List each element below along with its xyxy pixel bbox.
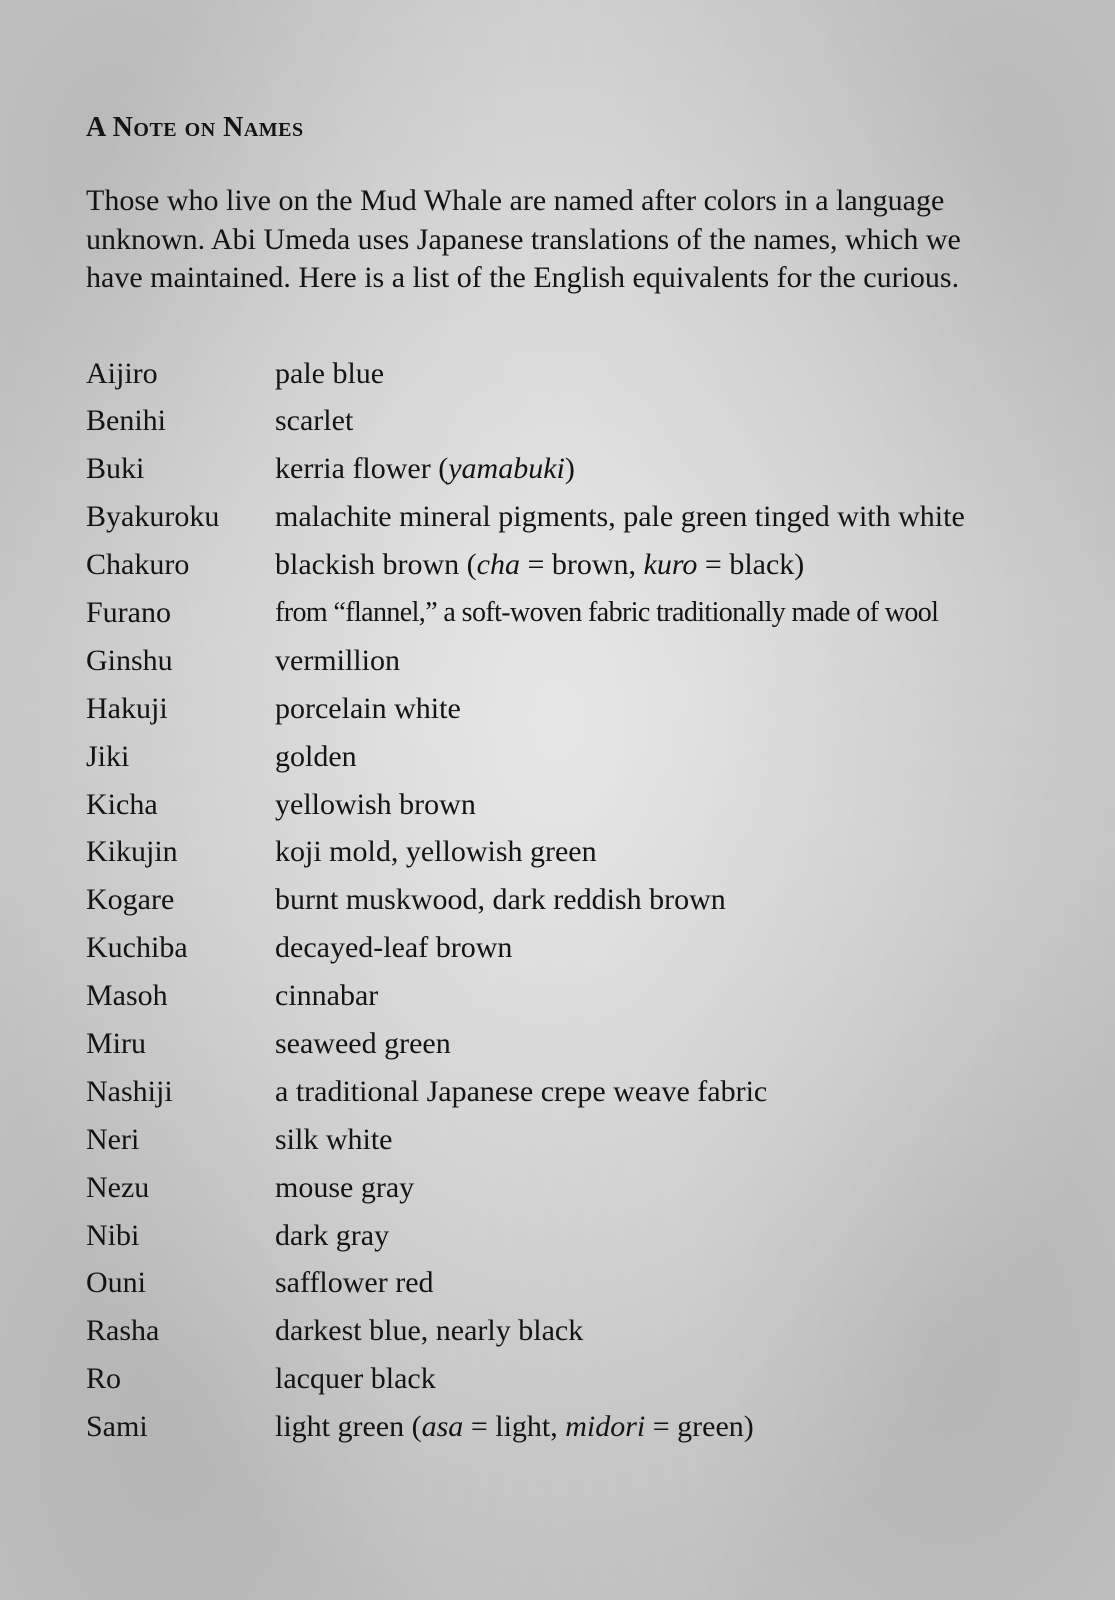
definition-japanese-term: midori xyxy=(565,1410,646,1444)
glossary-row xyxy=(86,733,1026,781)
glossary-definition: pale blue xyxy=(275,356,385,390)
glossary-row xyxy=(86,541,1026,589)
glossary-definition: lacquer black xyxy=(275,1362,436,1396)
glossary-term: Nibi xyxy=(86,1218,140,1252)
name-glossary xyxy=(86,350,1026,1451)
glossary-row xyxy=(86,1307,1026,1355)
glossary-term: Byakuroku xyxy=(86,500,220,534)
glossary-definition: golden xyxy=(275,739,357,773)
glossary-row xyxy=(86,1116,1026,1164)
glossary-definition: decayed-leaf brown xyxy=(275,931,513,965)
glossary-row xyxy=(86,1212,1026,1260)
glossary-row xyxy=(86,924,1026,972)
glossary-term: Ro xyxy=(86,1362,122,1396)
glossary-row xyxy=(86,972,1026,1020)
definition-japanese-term: kuro xyxy=(643,548,698,582)
page-content xyxy=(86,110,1026,1451)
glossary-row xyxy=(86,589,1026,637)
glossary-definition: koji mold, yellowish green xyxy=(275,835,597,869)
definition-text: = brown, xyxy=(519,548,644,582)
glossary-row xyxy=(86,350,1026,398)
glossary-row xyxy=(86,1164,1026,1212)
glossary-term: Ginshu xyxy=(86,643,173,677)
glossary-definition: dark gray xyxy=(275,1218,390,1252)
glossary-row xyxy=(86,1355,1026,1403)
glossary-row xyxy=(86,685,1026,733)
glossary-row xyxy=(86,445,1026,493)
glossary-definition: from “flannel,” a soft-woven fabric traditionally made of wool xyxy=(275,596,939,628)
glossary-definition: yellowish brown xyxy=(275,787,476,821)
glossary-term: Jiki xyxy=(86,739,130,773)
glossary-term: Kikujin xyxy=(86,835,178,869)
definition-text: blackish brown ( xyxy=(275,548,477,582)
definition-japanese-term: cha xyxy=(476,548,520,582)
glossary-term: Kogare xyxy=(86,883,175,917)
glossary-row xyxy=(86,637,1026,685)
glossary-term: Aijiro xyxy=(86,356,158,390)
glossary-row xyxy=(86,397,1026,445)
glossary-definition: scarlet xyxy=(275,404,354,438)
glossary-definition xyxy=(275,1403,1026,1451)
glossary-definition: vermillion xyxy=(275,643,400,677)
glossary-definition: a traditional Japanese crepe weave fabric xyxy=(275,1074,768,1108)
glossary-definition: safflower red xyxy=(275,1266,434,1300)
glossary-term: Sami xyxy=(86,1410,148,1444)
glossary-term: Neri xyxy=(86,1122,140,1156)
glossary-definition: burnt muskwood, dark reddish brown xyxy=(275,883,726,917)
definition-text: = green) xyxy=(645,1410,754,1444)
glossary-term: Kuchiba xyxy=(86,931,188,965)
definition-japanese-term: asa xyxy=(421,1410,464,1444)
glossary-row xyxy=(86,1259,1026,1307)
glossary-term: Benihi xyxy=(86,404,166,438)
glossary-term: Hakuji xyxy=(86,691,168,725)
glossary-row xyxy=(86,493,1026,541)
glossary-definition: cinnabar xyxy=(275,979,379,1013)
glossary-definition: silk white xyxy=(275,1122,393,1156)
definition-text: = black) xyxy=(697,548,805,582)
glossary-row xyxy=(86,828,1026,876)
glossary-term: Furano xyxy=(86,595,171,629)
glossary-definition: mouse gray xyxy=(275,1170,415,1204)
definition-text: = light, xyxy=(463,1410,566,1444)
glossary-definition xyxy=(275,541,1026,589)
glossary-term: Rasha xyxy=(86,1314,160,1348)
definition-text: kerria flower ( xyxy=(275,452,449,486)
glossary-term: Chakuro xyxy=(86,548,190,582)
glossary-term: Kicha xyxy=(86,787,158,821)
glossary-definition: porcelain white xyxy=(275,691,461,725)
page-heading: A Note on Names xyxy=(86,112,304,143)
glossary-definition: malachite mineral pigments, pale green tinged with white xyxy=(275,500,965,534)
glossary-term: Masoh xyxy=(86,979,168,1013)
glossary-term: Ouni xyxy=(86,1266,146,1300)
glossary-definition: darkest blue, nearly black xyxy=(275,1314,584,1348)
glossary-row xyxy=(86,876,1026,924)
glossary-definition: seaweed green xyxy=(275,1026,451,1060)
glossary-row xyxy=(86,1020,1026,1068)
definition-text: ) xyxy=(564,452,575,486)
glossary-row xyxy=(86,1068,1026,1116)
glossary-row xyxy=(86,781,1026,829)
glossary-term: Nezu xyxy=(86,1170,150,1204)
glossary-term: Buki xyxy=(86,452,145,486)
glossary-definition xyxy=(275,445,1026,493)
definition-japanese-term: yamabuki xyxy=(448,452,565,486)
glossary-row xyxy=(86,1403,1026,1451)
definition-text: light green ( xyxy=(275,1410,422,1444)
glossary-term: Nashiji xyxy=(86,1074,173,1108)
intro-paragraph: Those who live on the Mud Whale are named after colors in a language unknown. Abi Umeda uses Japanese translations of the names, which we have maintained. Here is a list of the English equivalents for the curious. xyxy=(86,184,961,294)
glossary-term: Miru xyxy=(86,1026,146,1060)
